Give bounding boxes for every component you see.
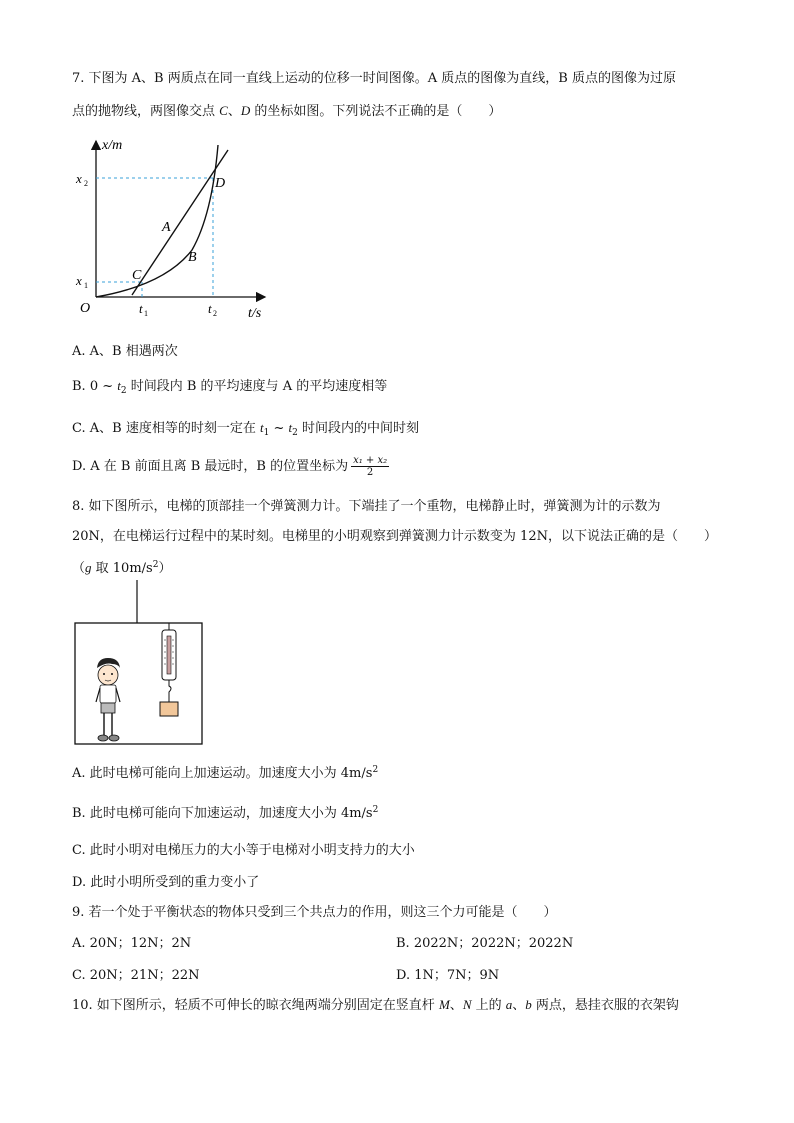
q10-sep: 、 <box>449 998 463 1013</box>
q8-elevator-figure <box>72 580 207 748</box>
q8-stem-line1: 8. 如下图所示，电梯的顶部挂一个弹簧测力计。下端挂了一个重物，电梯静止时，弹簧测为计的示数为 <box>72 499 661 514</box>
q7-x-axis-label: t/s <box>248 306 262 321</box>
q7-point-c: C <box>219 103 228 118</box>
q7-label-c: C <box>132 268 142 283</box>
q7-y-axis-label: x/m <box>102 138 123 153</box>
q7-sep: 、 <box>227 104 241 119</box>
q10-point-a: a <box>505 997 513 1012</box>
q7-x2-label: x <box>76 171 82 186</box>
q10-stem-pre: 10. 如下图所示，轻质不可伸长的晾衣绳两端分别固定在竖直杆 <box>72 998 439 1013</box>
q7-option-c-sub1: 1 <box>263 428 270 438</box>
q7-x1-sub: 1 <box>84 281 88 290</box>
q7-origin-label: O <box>80 301 91 316</box>
q7-t2-sub: 2 <box>213 309 217 318</box>
q7-label-b: B <box>188 250 197 265</box>
q7-option-d-numerator: x₁ + x₂ <box>353 455 388 466</box>
q9-option-d[interactable]: D. 1N；7N；9N <box>396 968 500 983</box>
q9-option-c[interactable]: C. 20N；21N；22N <box>72 968 200 983</box>
q8-option-b-sup: 2 <box>372 805 379 815</box>
q8-g-var: g <box>85 560 92 575</box>
q8-g-pre: （ <box>72 561 86 576</box>
q8-weight-block <box>160 702 178 716</box>
q7-x2-sub: 2 <box>84 179 88 188</box>
q10-stem <box>72 994 679 1013</box>
q7-option-c-pre: C. A、B 速度相等的时刻一定在 <box>72 421 260 436</box>
q7-t1-label: t <box>139 301 143 316</box>
q8-g-sup: 2 <box>152 560 159 570</box>
q7-parabola-b <box>96 145 218 297</box>
q7-option-d[interactable] <box>72 455 389 478</box>
q8-option-a-sup: 2 <box>372 765 379 775</box>
q7-line-a <box>132 150 228 295</box>
q8-g-mid: 取 10m/s <box>91 561 153 576</box>
q7-option-c-mid: ~ <box>269 421 289 436</box>
q7-stem-line1: 7. 下图为 A、B 两质点在同一直线上运动的位移一时间图像。A 质点的图像为直线，B 质点的图像为过原 <box>72 71 676 86</box>
q9-option-a[interactable]: A. 20N；12N；2N <box>72 936 192 951</box>
q7-stem-line2 <box>72 100 501 119</box>
q10-point-b: b <box>525 997 532 1012</box>
q7-option-c-post: 时间段内的中间时刻 <box>297 421 419 436</box>
q8-option-c[interactable]: C. 此时小明对电梯压力的大小等于电梯对小明支持力的大小 <box>72 843 415 858</box>
q10-pole-n: N <box>462 997 472 1012</box>
q10-sep2: 、 <box>512 998 526 1013</box>
q7-t2-label: t <box>208 301 212 316</box>
q7-option-c[interactable] <box>72 417 419 438</box>
q8-g-note <box>72 557 171 576</box>
q7-option-c-sub2: 2 <box>292 428 298 438</box>
q9-stem: 9. 若一个处于平衡状态的物体只受到三个共点力的作用，则这三个力可能是（ ） <box>72 905 557 920</box>
q10-stem-mid: 上的 <box>471 998 506 1013</box>
q7-option-d-denominator: 2 <box>366 467 374 478</box>
q7-option-c-t2: t <box>288 420 293 435</box>
q7-label-a: A <box>162 220 171 235</box>
q7-stem-text-b: 的坐标如图。下列说法不正确的是（ ） <box>250 104 502 119</box>
q7-option-a[interactable]: A. A、B 相遇两次 <box>72 344 178 359</box>
q8-option-a[interactable] <box>72 762 378 781</box>
q7-option-d-fraction <box>351 455 389 478</box>
q7-point-d: D <box>240 103 251 118</box>
q7-label-d: D <box>215 176 226 191</box>
q8-option-b-text: B. 此时电梯可能向下加速运动，加速度大小为 4m/s <box>72 806 373 821</box>
q7-t1-sub: 1 <box>144 309 148 318</box>
q8-option-d[interactable]: D. 此时小明所受到的重力变小了 <box>72 875 260 890</box>
q8-elevator-box <box>75 623 202 744</box>
q8-g-post: ） <box>158 561 172 576</box>
q7-x1-label: x <box>76 273 82 288</box>
q8-option-b[interactable] <box>72 802 378 821</box>
q7-option-b[interactable] <box>72 375 387 396</box>
q9-option-b[interactable]: B. 2022N；2022N；2022N <box>396 936 574 951</box>
q7-option-c-t1: t <box>259 420 264 435</box>
q7-option-d-pre: D. A 在 B 前面且离 B 最远时，B 的位置坐标为 <box>72 459 349 474</box>
q7-option-b-sub: 2 <box>120 386 127 396</box>
q7-stem-text: 点的抛物线，两图像交点 <box>72 104 220 119</box>
q7-option-b-t: t <box>117 378 121 393</box>
q7-xt-graph <box>70 135 280 325</box>
q10-pole-m: M <box>438 997 450 1012</box>
q8-stem-line2: 20N，在电梯运行过程中的某时刻。电梯里的小明观察到弹簧测力计示数变为 12N，以下说法正确的是（ ） <box>72 529 717 544</box>
q10-stem-post: 两点，悬挂衣服的衣架钩 <box>531 998 679 1013</box>
q8-option-a-text: A. 此时电梯可能向上加速运动。加速度大小为 4m/s <box>72 766 373 781</box>
q7-option-b-post: 时间段内 B 的平均速度与 A 的平均速度相等 <box>126 379 388 394</box>
q7-option-b-pre: B. 0 ~ <box>72 379 118 394</box>
